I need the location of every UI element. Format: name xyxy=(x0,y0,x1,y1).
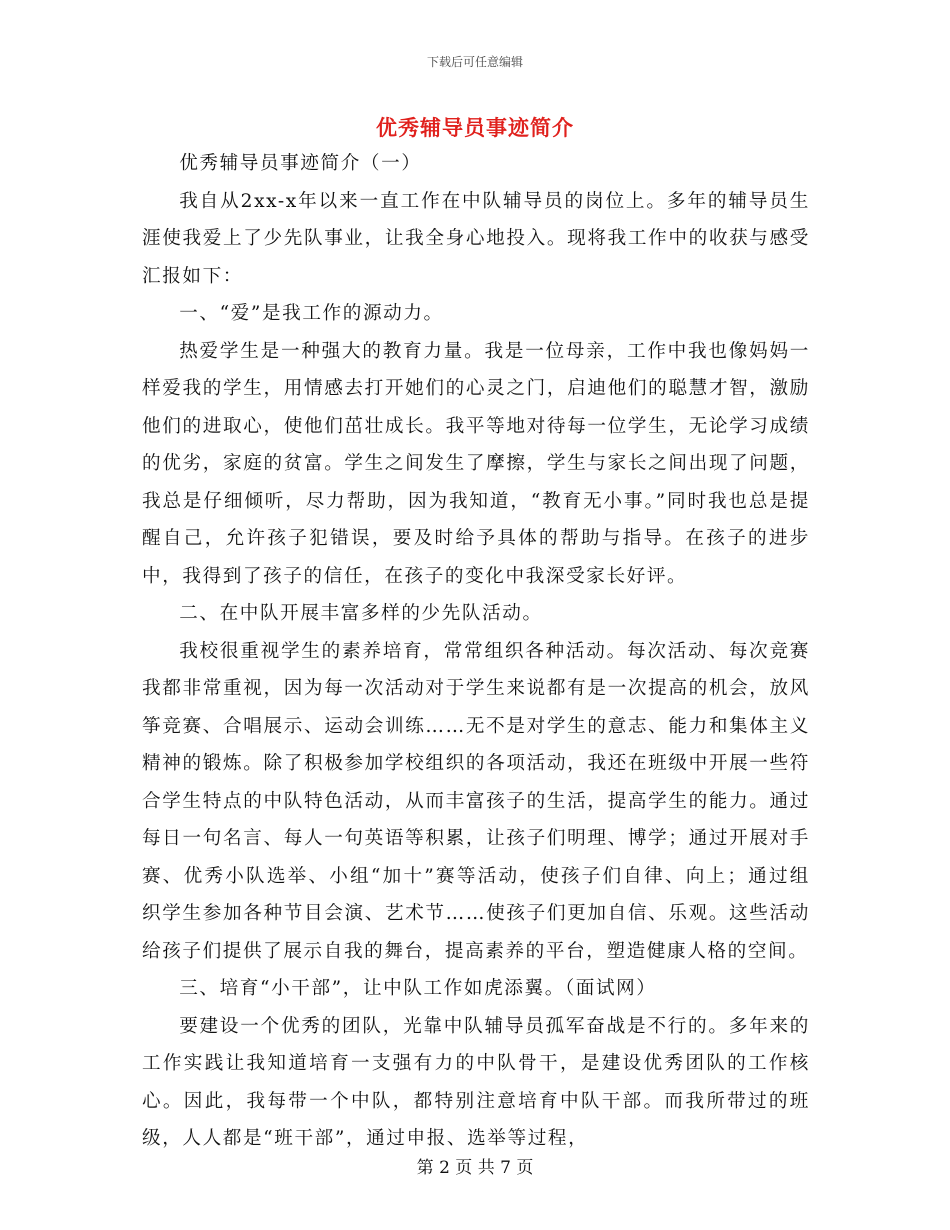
paragraph-section-2: 我校很重视学生的素养培育，常常组织各种活动。每次活动、每次竞赛我都非常重视，因为每一次活动对于学生来说都有是一次提高的机会，放风筝竞赛、合唱展示、运动会训练……无不是对学生的意志、能力和集体主义精神的锻炼。除了积极参加学校组织的各项活动，我还在班级中开展一些符合学生特点的中队特色活动，从而丰富孩子的生活，提高学生的能力。通过每日一句名言、每人一句英语等积累，让孩子们明理、博学；通过开展对手赛、优秀小队选举、小组“加十”赛等活动，使孩子们自律、向上；通过组织学生参加各种节目会演、艺术节……使孩子们更加自信、乐观。这些活动给孩子们提供了展示自我的舞台，提高素养的平台，塑造健康人格的空间。 xyxy=(142,640,810,962)
paragraph-section-3: 要建设一个优秀的团队，光靠中队辅导员孤军奋战是不行的。多年来的工作实践让我知道培育一支强有力的中队骨干，是建设优秀团队的工作核心。因此，我每带一个中队，都特别注意培育中队干部。而我所带过的班级，人人都是“班干部”，通过申报、选举等过程， xyxy=(142,1015,810,1149)
section-heading-3: 三、培育“小干部”，让中队工作如虎添翼。（面试网） xyxy=(179,978,657,999)
document-subtitle: 优秀辅导员事迹简介（一） xyxy=(179,153,422,174)
paragraph-intro: 我自从2xx-x年以来一直工作在中队辅导员的岗位上。多年的辅导员生涯使我爱上了少先队事业，让我全身心地投入。现将我工作中的收获与感受汇报如下： xyxy=(142,190,810,287)
document-title: 优秀辅导员事迹简介 xyxy=(376,116,574,140)
document-body xyxy=(142,145,810,1158)
section-heading-2: 二、在中队开展丰富多样的少先队活动。 xyxy=(179,603,543,624)
section-heading-1: 一、“爱”是我工作的源动力。 xyxy=(179,303,444,324)
page-header-note: 下载后可任意编辑 xyxy=(426,55,523,69)
page-number: 第 2 页 共 7 页 xyxy=(416,1158,534,1178)
paragraph-section-1: 热爱学生是一种强大的教育力量。我是一位母亲，工作中我也像妈妈一样爱我的学生，用情感去打开她们的心灵之门，启迪他们的聪慧才智，激励他们的进取心，使他们茁壮成长。我平等地对待每一位学生，无论学习成绩的优劣，家庭的贫富。学生之间发生了摩擦，学生与家长之间出现了问题，我总是仔细倾听，尽力帮助，因为我知道，“教育无小事。”同时我也总是提醒自己，允许孩子犯错误，要及时给予具体的帮助与指导。在孩子的进步中，我得到了孩子的信任，在孩子的变化中我深受家长好评。 xyxy=(142,340,810,587)
